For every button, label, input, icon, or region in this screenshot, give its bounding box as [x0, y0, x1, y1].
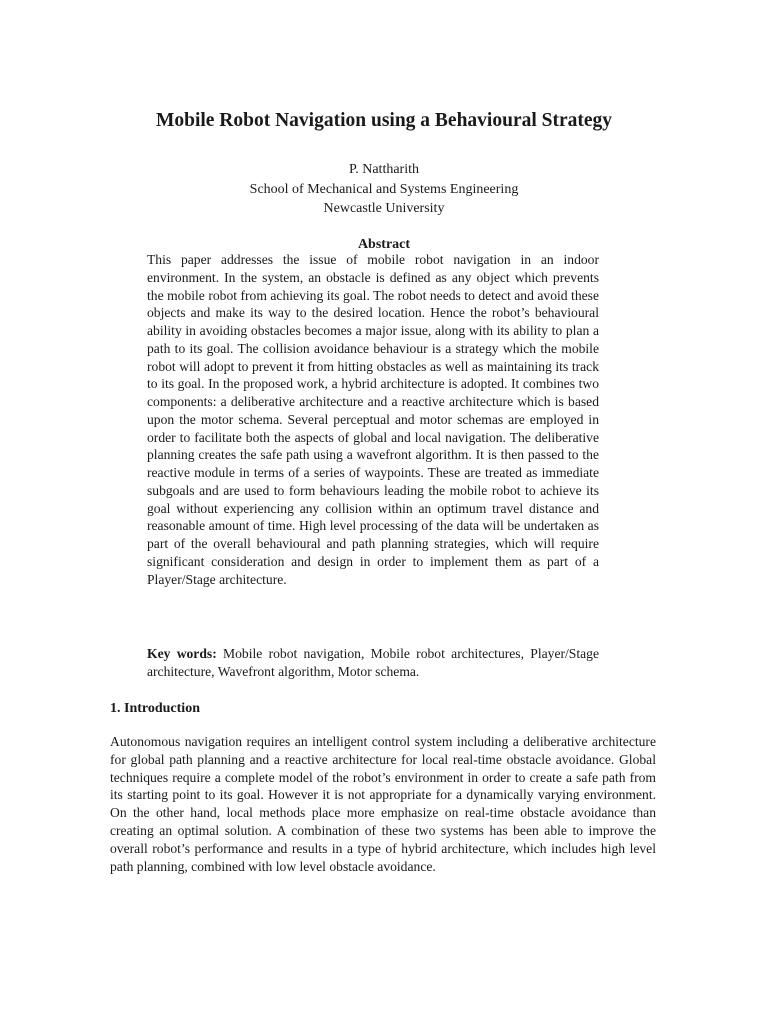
abstract-body: This paper addresses the issue of mobile robot navigation in an indoor environment. In the system, an obstacle is defined as any object which prevents the mobile robot from achieving its goal. The robot needs to detect and avoid these objects and make its way to the desired location. Hence the robot’s behavioural ability in avoiding obstacles becomes a major issue, along with its ability to plan a path to its goal. The collision avoidance behaviour is a strategy which the mobile robot will adopt to prevent it from hitting obstacles as well as maintaining its track to its goal. In the proposed work, a hybrid architecture is adopted. It combines two components: a deliberative architecture and a reactive architecture which is based upon the motor schema. Several perceptual and motor schemas are employed in order to facilitate both the aspects of global and local navigation. The deliberative planning creates the safe path using a wavefront algorithm. It is then passed to the reactive module in terms of a series of waypoints. These are treated as immediate subgoals and are used to form behaviours leading the mobile robot to achieve its goal without experiencing any collision within an optimum travel distance and reasonable amount of time. High level processing of the data will be undertaken as part of the overall behavioural and path planning strategies, which will require significant consideration and design in order to implement them as part of a Player/Stage architecture. [147, 252, 599, 587]
paper-title: Mobile Robot Navigation using a Behavioural Strategy [155, 110, 613, 131]
keywords-label: Key words: [147, 646, 217, 661]
introduction-body: Autonomous navigation requires an intelligent control system including a deliberative architecture for global path planning and a reactive architecture for local real-time obstacle avoidance. Global techniques require a complete model of the robot’s environment in order to create a safe path from its starting point to its goal. However it is not appropriate for a dynamically varying environment. On the other hand, local methods place more emphasize on real-time obstacle avoidance than creating an optimal solution. A combination of these two systems has been able to improve the overall robot’s performance and results in a type of hybrid architecture, which includes high level path planning, combined with low level obstacle avoidance. [110, 734, 656, 874]
keywords-paragraph [147, 645, 599, 681]
author-block [0, 160, 768, 219]
affiliation-department: School of Mechanical and Systems Engineering [249, 181, 519, 197]
abstract-heading: Abstract [357, 237, 411, 252]
keywords-list: Mobile robot navigation, Mobile robot architectures, Player/Stage architecture, Wavefront algorithm, Motor schema. [147, 646, 599, 679]
affiliation-university: Newcastle University [323, 201, 445, 216]
author-name: P. Nattharith [349, 162, 419, 177]
introduction-heading: 1. Introduction [110, 701, 200, 716]
